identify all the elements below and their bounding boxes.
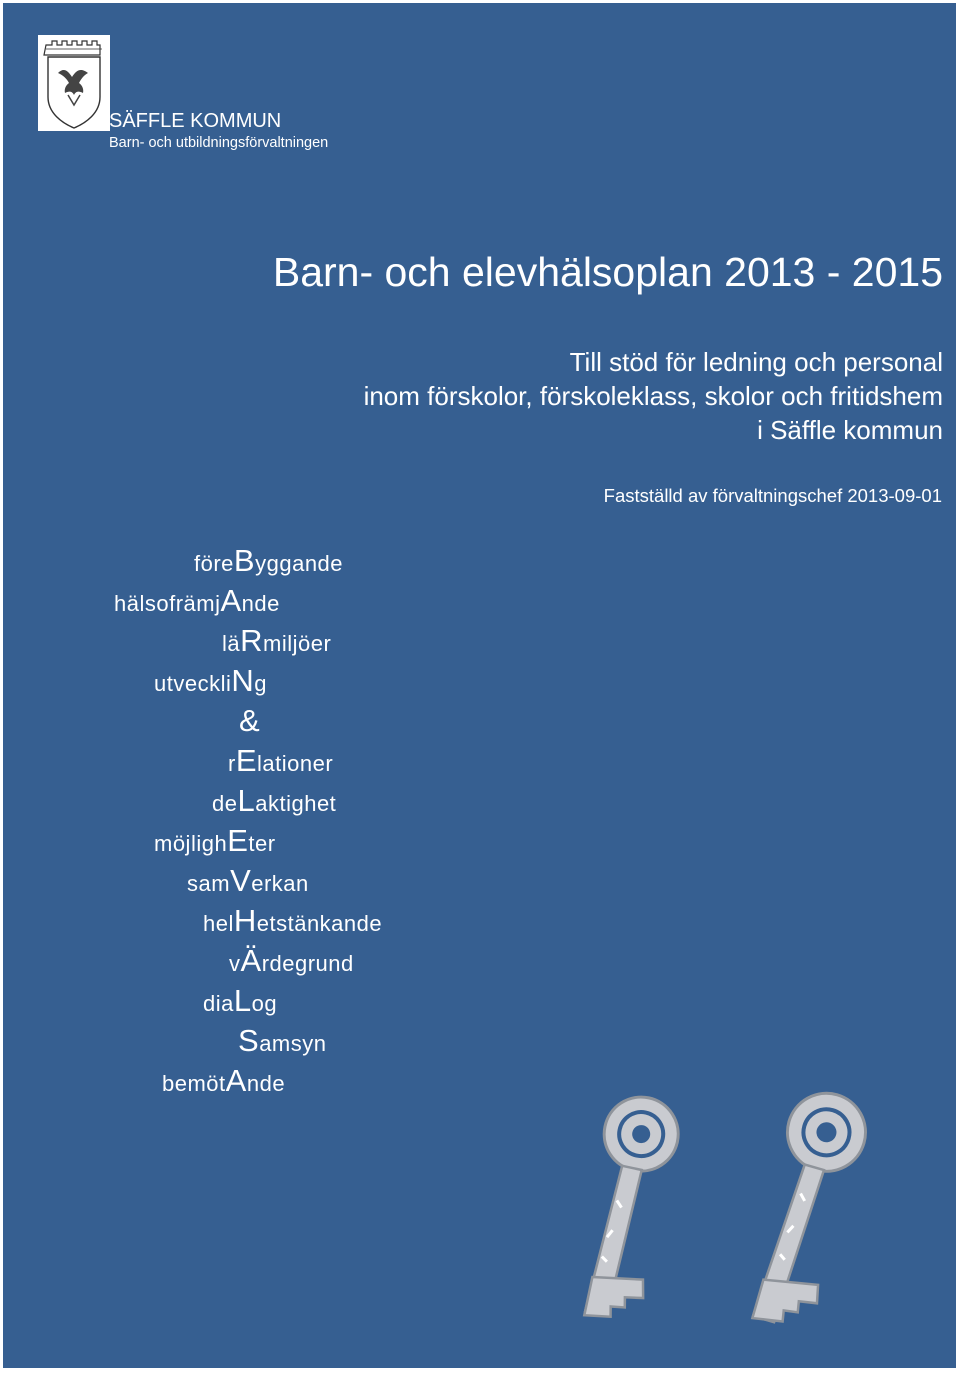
keys-illustration <box>573 1083 913 1358</box>
acrostic-word: deLaktighet <box>212 783 337 818</box>
acrostic-word: diaLog <box>203 983 278 1018</box>
organization-header <box>109 110 328 152</box>
subtitle-line-2: inom förskolor, förskoleklass, skolor och fritidshem <box>363 381 943 411</box>
key-icon <box>734 1084 875 1334</box>
acrostic-word: utveckliNg <box>154 663 267 698</box>
organization-name: SÄFFLE KOMMUN <box>109 110 282 132</box>
acrostic-word: samVerkan <box>187 863 309 898</box>
acrostic-word: vÄrdegrund <box>229 943 354 978</box>
subtitle-line-1: Till stöd för ledning och personal <box>569 347 943 377</box>
document-title: Barn- och elevhälsoplan 2013 - 2015 <box>272 249 943 295</box>
acrostic-word: Samsyn <box>238 1023 327 1058</box>
acrostic-word: bemötAnde <box>162 1063 286 1098</box>
acrostic-word: hälsofrämjAnde <box>114 583 280 618</box>
subtitle-line-3: i Säffle kommun <box>757 415 943 445</box>
acrostic-word: föreByggande <box>194 543 344 578</box>
coat-of-arms-logo <box>38 35 110 131</box>
document-subtitle <box>364 345 943 447</box>
acrostic-word: & <box>239 703 261 738</box>
key-icon <box>573 1090 685 1326</box>
acrostic-word: helHetstänkande <box>203 903 383 938</box>
cover-page <box>3 3 956 1368</box>
department-name: Barn- och utbildningsförvaltningen <box>109 135 329 151</box>
approval-note: Fastställd av förvaltningschef 2013-09-01 <box>603 485 942 506</box>
acrostic-word: möjlighEter <box>154 823 276 858</box>
acrostic-word: läRmiljöer <box>222 623 332 658</box>
acrostic-word: rElationer <box>228 743 334 778</box>
